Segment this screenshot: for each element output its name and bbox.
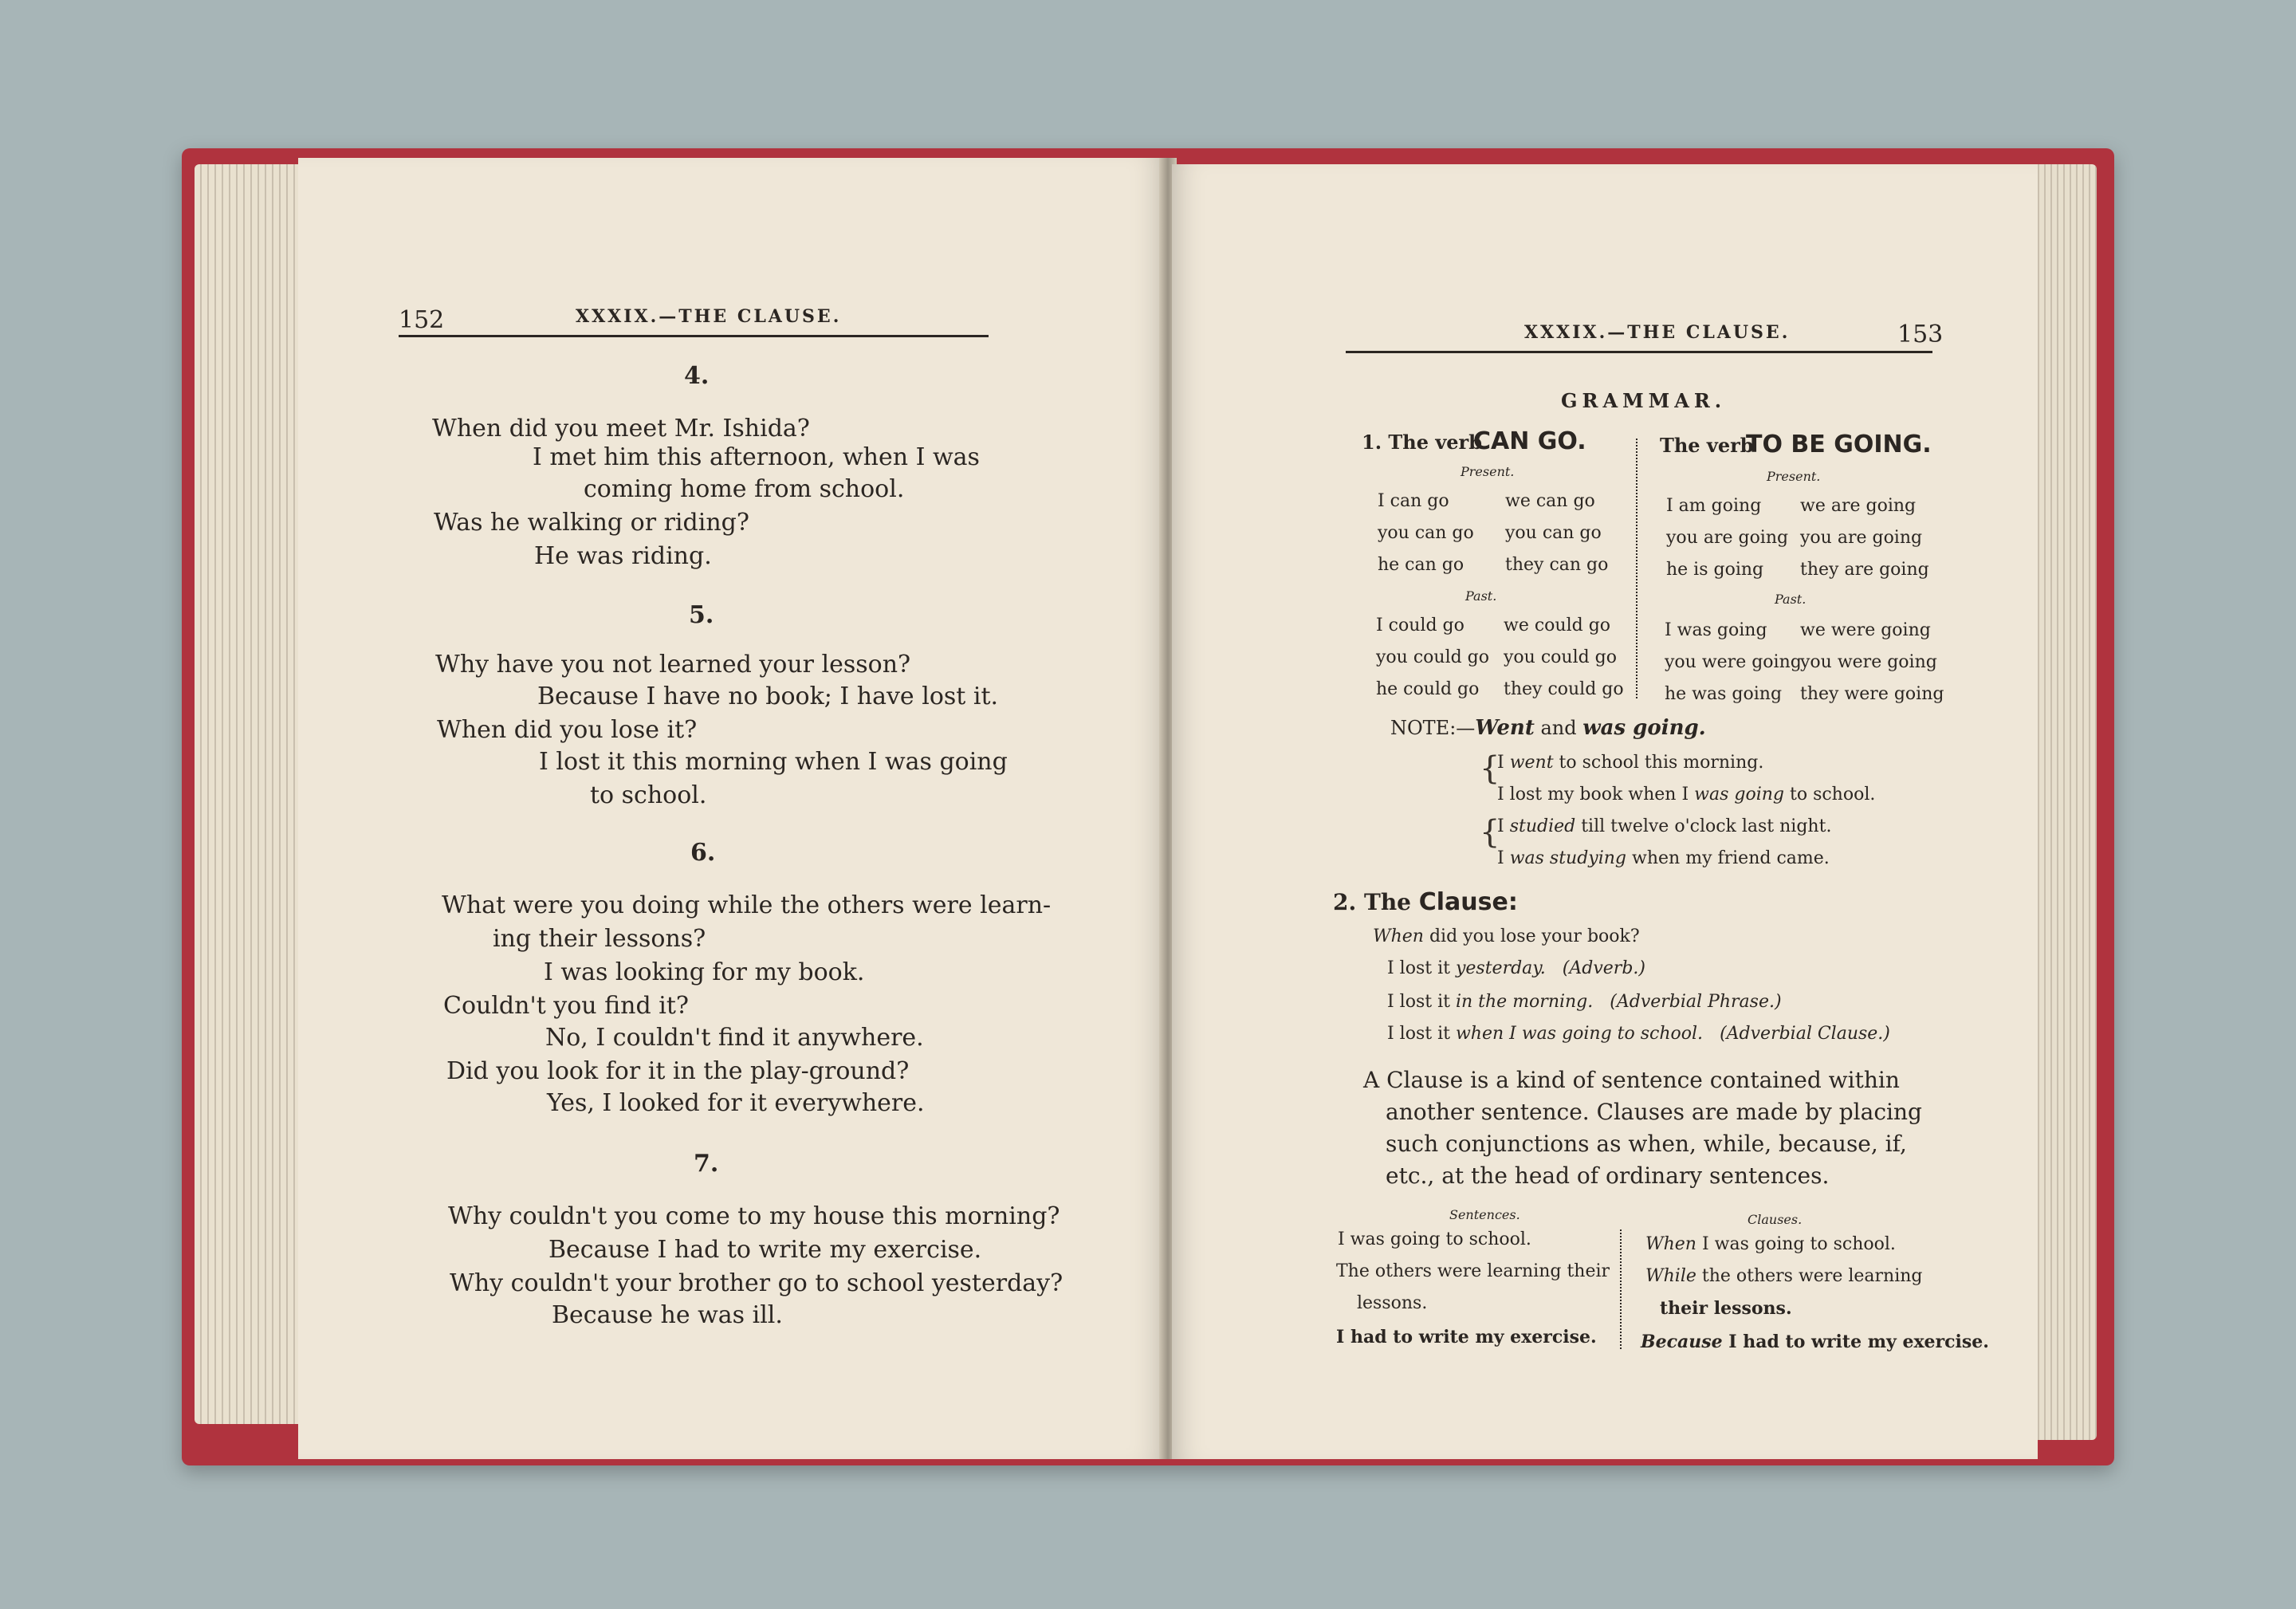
dialog-line: Why couldn't you come to my house this morning? — [448, 1202, 1060, 1230]
verb-heading: TO BE GOING. — [1746, 431, 1932, 458]
dialog-line: Yes, I looked for it everywhere. — [547, 1089, 925, 1117]
dialog-line: Why have you not learned your lesson? — [435, 651, 911, 679]
conjugation-cell: you could go — [1504, 647, 1618, 667]
conjugation-cell: they are going — [1800, 560, 1929, 580]
sentence-cell: lessons. — [1357, 1293, 1428, 1313]
conjugation-cell: he was going — [1665, 684, 1783, 704]
clause-heading: 2. The Clause: — [1333, 888, 1518, 916]
note-and: and — [1540, 717, 1577, 739]
note — [1390, 716, 1706, 740]
page-number: 152 — [399, 306, 445, 334]
tense-label: Present. — [1767, 469, 1821, 484]
dialog-line: Couldn't you find it? — [443, 992, 689, 1020]
left-page — [298, 158, 1164, 1459]
dialog-line: No, I couldn't find it anywhere. — [545, 1024, 924, 1052]
dialog-line: coming home from school. — [584, 475, 905, 503]
clause-example: I lost it yesterday. (Adverb.) — [1387, 958, 1645, 978]
tense-label: Past. — [1775, 592, 1807, 607]
conjugation-cell: he is going — [1666, 560, 1764, 580]
clause-cell: Because I had to write my exercise. — [1641, 1332, 1989, 1352]
section-number: 4. — [684, 362, 710, 390]
dialog-line: When did you lose it? — [437, 716, 698, 744]
page-edges-left — [195, 164, 314, 1424]
dialog-line: Because he was ill. — [552, 1301, 783, 1329]
conjugation-cell: I am going — [1666, 496, 1762, 516]
conjugation-cell: they were going — [1800, 684, 1944, 704]
conjugation-cell: we can go — [1505, 491, 1595, 511]
section-number: 6. — [690, 839, 716, 867]
paragraph-line: etc., at the head of ordinary sentences. — [1386, 1162, 1830, 1189]
conjugation-cell: he can go — [1378, 555, 1464, 575]
example-brace: { — [1480, 750, 1500, 787]
example-brace: { — [1480, 814, 1500, 851]
paragraph-line: such conjunctions as when, while, because, if, — [1386, 1131, 1907, 1157]
note-word: was going. — [1582, 716, 1706, 740]
tense-label: Present. — [1461, 464, 1515, 479]
section-number: 5. — [689, 601, 714, 629]
conjugation-cell: you are going — [1666, 528, 1789, 548]
conjugation-cell: you were going — [1800, 652, 1937, 672]
conjugation-cell: they could go — [1504, 679, 1624, 699]
verb-heading-prefix: 1. The verb — [1362, 431, 1482, 454]
dialog-line: to school. — [590, 781, 707, 809]
dialog-line: What were you doing while the others were learn- — [442, 891, 1052, 919]
dialog-line: Because I had to write my exercise. — [548, 1236, 982, 1264]
dialog-line: I was looking for my book. — [544, 958, 865, 986]
paragraph-line: another sentence. Clauses are made by placing — [1386, 1099, 1922, 1125]
right-page — [1172, 164, 2038, 1459]
note-example: I studied till twelve o'clock last night. — [1497, 816, 1832, 836]
running-header: XXXIX.—THE CLAUSE. — [576, 306, 842, 327]
dialog-line: Why couldn't your brother go to school yesterday? — [450, 1269, 1063, 1297]
clause-example: I lost it in the morning. (Adverbial Phrase.) — [1387, 992, 1782, 1012]
header-rule — [399, 335, 989, 337]
dialog-line: When did you meet Mr. Ishida? — [432, 415, 810, 443]
conjugation-cell: you can go — [1505, 523, 1602, 543]
clause-example: I lost it when I was going to school. (Adverbial Clause.) — [1387, 1024, 1890, 1044]
conjugation-cell: you were going — [1665, 652, 1802, 672]
conjugation-cell: you could go — [1376, 647, 1490, 667]
conjugation-cell: we are going — [1800, 496, 1917, 516]
table-header: Sentences. — [1449, 1207, 1520, 1222]
conjugation-cell: they can go — [1505, 555, 1609, 575]
table-header: Clauses. — [1748, 1212, 1803, 1227]
clause-cell: their lessons. — [1660, 1298, 1792, 1319]
sentence-cell: I was going to school. — [1338, 1229, 1531, 1249]
section-number: 7. — [694, 1150, 719, 1178]
dialog-line: Because I have no book; I have lost it. — [537, 683, 999, 710]
note-example: I was studying when my friend came. — [1497, 848, 1830, 868]
paragraph-line: A Clause is a kind of sentence contained within — [1363, 1067, 1900, 1093]
dialog-line: Did you look for it in the play-ground? — [446, 1057, 910, 1085]
conjugation-cell: I could go — [1376, 616, 1464, 635]
tense-label: Past. — [1465, 588, 1497, 604]
note-word: Went — [1475, 716, 1535, 740]
conjugation-cell: we were going — [1800, 620, 1931, 640]
dialog-line: ing their lessons? — [493, 925, 706, 953]
grammar-title: GRAMMAR. — [1561, 389, 1727, 412]
conjugation-cell: you are going — [1800, 528, 1923, 548]
conjugation-cell: he could go — [1376, 679, 1480, 699]
dialog-line: I met him this afternoon, when I was — [533, 443, 980, 471]
conjugation-cell: we could go — [1504, 616, 1611, 635]
conjugation-cell: I was going — [1665, 620, 1767, 640]
dialog-line: Was he walking or riding? — [434, 509, 749, 537]
verb-heading: CAN GO. — [1473, 427, 1586, 455]
conjugation-cell: you can go — [1378, 523, 1474, 543]
conjugation-cell: I can go — [1378, 491, 1449, 511]
note-example: I lost my book when I was going to school. — [1497, 785, 1876, 804]
note-example: I went to school this morning. — [1497, 753, 1764, 773]
sentence-cell: The others were learning their — [1336, 1261, 1610, 1281]
page-number: 153 — [1897, 321, 1944, 348]
dialog-line: He was riding. — [534, 542, 712, 570]
clause-cell: When I was going to school. — [1645, 1234, 1896, 1254]
note-label: NOTE:— — [1390, 717, 1476, 739]
dialog-line: I lost it this morning when I was going — [539, 748, 1008, 776]
clause-cell: While the others were learning — [1645, 1266, 1923, 1286]
table-brace — [1620, 1229, 1628, 1349]
sentence-cell: I had to write my exercise. — [1336, 1327, 1597, 1347]
running-header: XXXIX.—THE CLAUSE. — [1524, 322, 1791, 343]
clause-example: When did you lose your book? — [1373, 926, 1640, 946]
verb-heading-prefix: The verb — [1660, 434, 1754, 457]
header-rule — [1346, 351, 1932, 353]
column-brace — [1636, 439, 1644, 698]
